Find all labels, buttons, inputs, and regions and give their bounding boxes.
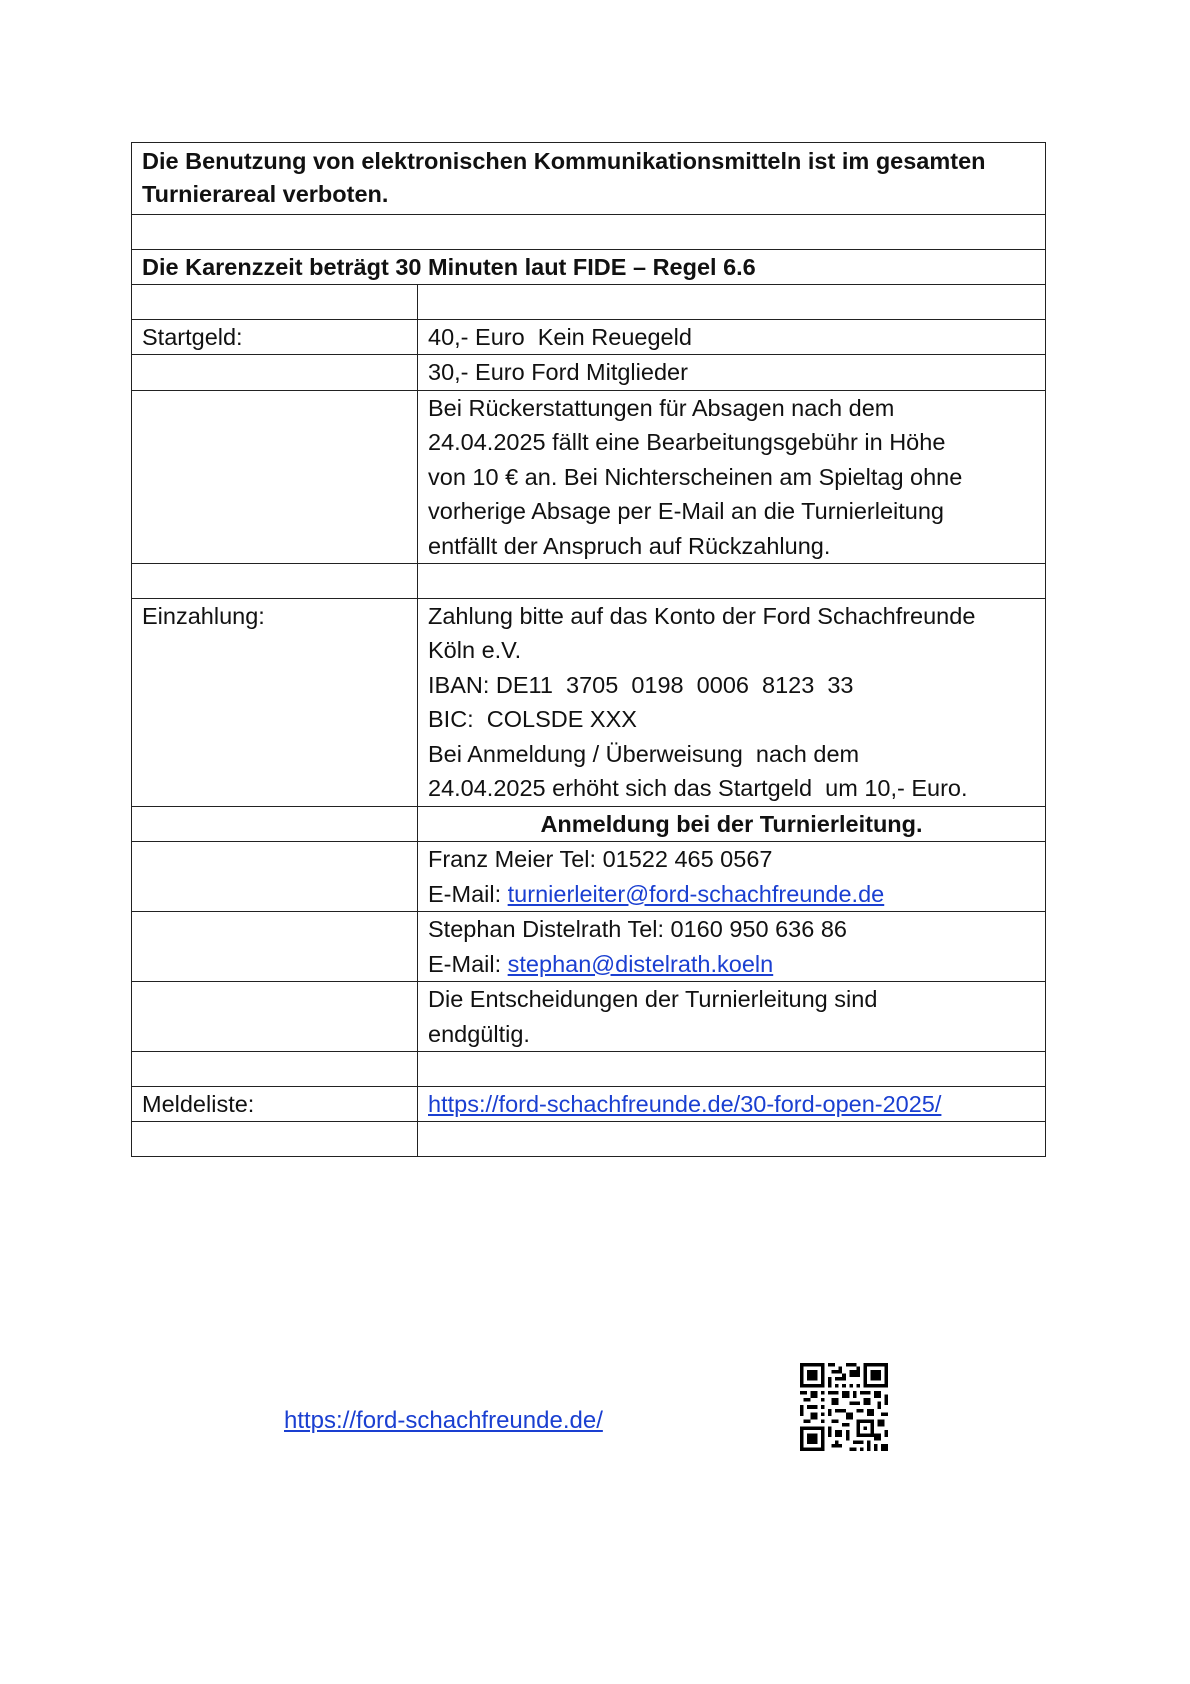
table-row [132, 285, 1046, 320]
empty-cell [132, 1052, 418, 1087]
refund-line: entfällt der Anspruch auf Rückzahlung. [428, 532, 831, 559]
table-row [132, 249, 1046, 285]
payment-line: 24.04.2025 erhöht sich das Startgeld um 10,- Euro. [428, 775, 968, 801]
email-prefix: E-Mail: [428, 950, 508, 977]
email-prefix: E-Mail: [428, 880, 508, 907]
decision-cell [418, 982, 1046, 1052]
table-row [132, 1086, 1046, 1122]
refund-policy-cell [418, 390, 1046, 564]
empty-cell [418, 1122, 1046, 1157]
electronics-rule-cell [132, 143, 1046, 215]
refund-line: 24.04.2025 fällt eine Bearbeitungsgebühr in Höhe [428, 429, 946, 455]
refund-line: vorherige Absage per E-Mail an die Turnierleitung [428, 498, 944, 524]
table-row [132, 842, 1046, 912]
contact-name: Franz Meier Tel: 01522 465 0567 [428, 846, 773, 872]
empty-cell [132, 806, 418, 842]
email-link-turnierleiter[interactable]: turnierleiter@ford-schachfreunde.de [507, 880, 885, 907]
fee-regular: 40,- Euro Kein Reuegeld [418, 319, 1046, 355]
karenzzeit-text: Die Karenzzeit beträgt 30 Minuten laut FIDE – Regel 6.6 [142, 253, 756, 280]
table-row [132, 598, 1046, 806]
contact-name: Stephan Distelrath Tel: 0160 950 636 86 [428, 916, 847, 942]
registration-heading: Anmeldung bei der Turnierleitung. [418, 806, 1046, 842]
payment-details-cell [418, 598, 1046, 806]
empty-cell [132, 355, 418, 391]
decision-line: endgültig. [428, 1020, 530, 1047]
contact-cell-meier [418, 842, 1046, 912]
table-row [132, 806, 1046, 842]
table-row [132, 912, 1046, 982]
empty-cell [132, 1122, 418, 1157]
payment-line: Bei Anmeldung / Überweisung nach dem [428, 740, 860, 767]
empty-cell [132, 842, 418, 912]
contact-email-row [428, 877, 1035, 912]
startgeld-label: Startgeld: [132, 319, 418, 355]
tournament-info-table [131, 142, 1046, 1157]
table-row [132, 215, 1046, 250]
empty-cell [132, 390, 418, 564]
refund-line: von 10 € an. Bei Nichterscheinen am Spieltag ohne [428, 463, 963, 490]
empty-cell [132, 285, 418, 320]
contact-email-row [428, 947, 1035, 982]
table-row [132, 982, 1046, 1052]
meldeliste-cell [418, 1086, 1046, 1122]
table-row [132, 319, 1046, 355]
karenzzeit-cell [132, 249, 1046, 285]
bic-line: BIC: COLSDE XXX [428, 706, 637, 732]
qr-code-icon[interactable] [800, 1363, 888, 1451]
empty-cell [132, 215, 1046, 250]
iban-line: IBAN: DE11 3705 0198 0006 8123 33 [428, 671, 854, 698]
fee-members: 30,- Euro Ford Mitglieder [418, 355, 1046, 391]
table-row [132, 1122, 1046, 1157]
table-row [132, 1052, 1046, 1087]
table-row [132, 143, 1046, 215]
payment-line: Köln e.V. [428, 637, 522, 663]
meldeliste-link[interactable]: https://ford-schachfreunde.de/30-ford-open-2025/ [428, 1090, 942, 1117]
empty-cell [132, 912, 418, 982]
decision-line: Die Entscheidungen der Turnierleitung sind [428, 986, 878, 1012]
empty-cell [132, 982, 418, 1052]
empty-cell [132, 564, 418, 599]
electronics-rule-text: Die Benutzung von elektronischen Kommunikationsmitteln ist im gesamten Turnierareal verboten. [142, 148, 986, 207]
einzahlung-label: Einzahlung: [132, 598, 418, 806]
table-row [132, 390, 1046, 564]
empty-cell [418, 285, 1046, 320]
empty-cell [418, 1052, 1046, 1087]
table-row [132, 355, 1046, 391]
table-row [132, 564, 1046, 599]
empty-cell [418, 564, 1046, 599]
contact-cell-distelrath [418, 912, 1046, 982]
email-link-distelrath[interactable]: stephan@distelrath.koeln [507, 950, 774, 977]
payment-line: Zahlung bitte auf das Konto der Ford Schachfreunde [428, 602, 976, 629]
meldeliste-label: Meldeliste: [132, 1086, 418, 1122]
refund-line: Bei Rückerstattungen für Absagen nach dem [428, 394, 895, 421]
website-link[interactable]: https://ford-schachfreunde.de/ [284, 1407, 603, 1434]
